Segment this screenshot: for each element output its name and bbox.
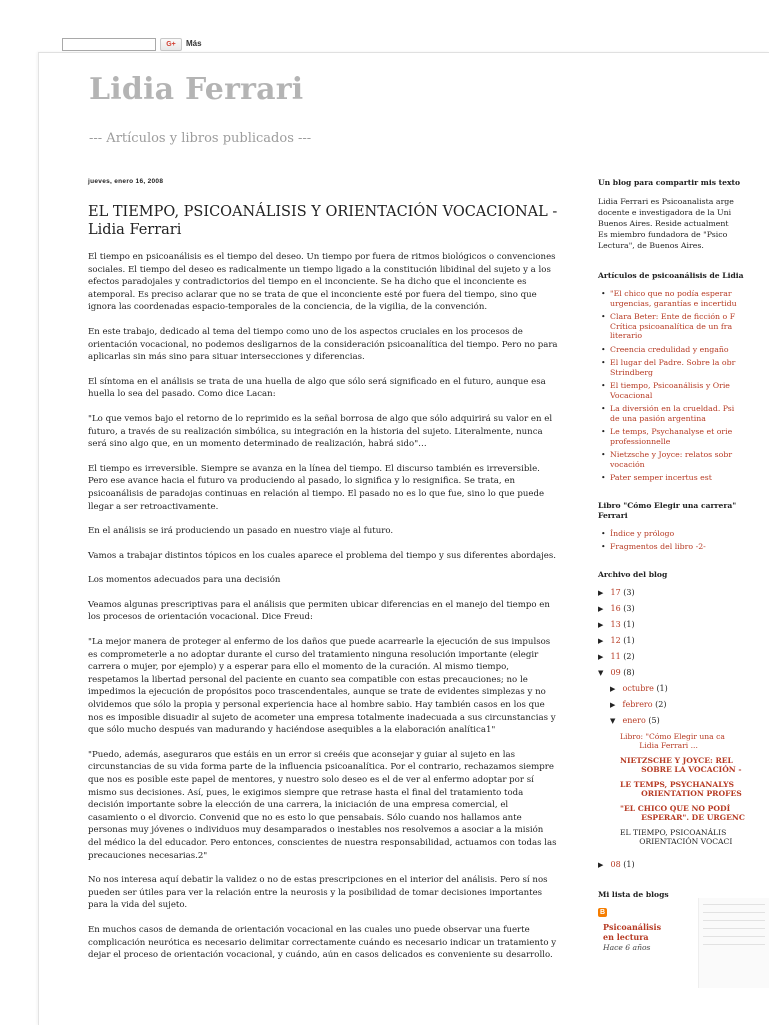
navbar-more-link[interactable]: Más — [186, 39, 202, 48]
triangle-right-icon[interactable]: ▶ — [598, 588, 604, 597]
archive-widget-title: Archivo del blog — [598, 569, 668, 579]
article-link[interactable]: • El tiempo, Psicoanálisis y Orie Vocacional — [598, 381, 768, 400]
triangle-right-icon[interactable]: ▶ — [598, 860, 604, 869]
bloglist-widget-title: Mi lista de blogs — [598, 889, 669, 899]
archive-post-current: EL TIEMPO, PSICOANÁLIS ORIENTACIÓN VOCACI — [620, 827, 733, 846]
archive-count: (1) — [623, 859, 635, 869]
archive-year-link[interactable]: 13 — [610, 619, 621, 629]
post-paragraph: No nos interesa aquí debatir la validez o no de estas prescripciones en el interior del análisis. Pero sí nos pueden ser útiles para ver la relación entre la neurosis y la posibilidad de tomar decisiones importantes para la vida del sujeto. — [88, 875, 548, 911]
archive-month-link[interactable]: enero — [622, 715, 646, 725]
post-date: jueves, enero 16, 2008 — [88, 178, 164, 185]
triangle-right-icon[interactable]: ▶ — [598, 652, 604, 661]
bloglist-blog-time: Hace 6 años — [603, 942, 651, 952]
article-link[interactable]: • Le temps, Psychanalyse et orie professionnelle — [598, 427, 768, 446]
article-link[interactable]: • Pater semper incertus est — [598, 473, 768, 483]
archive-year-link[interactable]: 09 — [610, 667, 621, 677]
archive-year-link[interactable]: 16 — [610, 603, 621, 613]
blogger-icon: B — [599, 908, 606, 916]
archive-month[interactable] — [598, 684, 768, 700]
gplus-icon[interactable]: G+ — [160, 38, 182, 51]
sidebar — [598, 178, 768, 952]
archive-year[interactable] — [598, 636, 768, 652]
navbar-search-input[interactable] — [62, 38, 156, 51]
book-link[interactable]: • Índice y prólogo — [598, 529, 768, 539]
archive-year[interactable] — [598, 588, 768, 604]
archive-year-link[interactable]: 17 — [610, 587, 621, 597]
post-paragraph: El síntoma en el análisis se trata de una huella de algo que sólo será significado en el futuro, aunque esa huella lo sea del pasado. Como dice Lacan: — [88, 376, 546, 400]
book-link[interactable]: • Fragmentos del libro -2- — [598, 542, 768, 552]
triangle-right-icon[interactable]: ▶ — [598, 620, 604, 629]
post-paragraph: "Lo que vemos bajo el retorno de lo reprimido es la señal borrosa de algo que sólo adquirirá su valor en el futuro, a través de su realización simbólica, su integración en la historia del sujeto. Literalmente, nunca será sino algo que, en un momento determinado de realización, habrá sido"… — [88, 413, 553, 450]
archive-post-link[interactable]: NIETZSCHE Y JOYCE: REL SOBRE LA VOCACIÓN - — [620, 755, 742, 774]
post-paragraph: "Puedo, además, aseguraros que estáis en un error si creéis que aconsejar y guiar al sujeto en las circunstancias de su vida forma parte de la influencia psicoanalítica. Por el contrario, rechazamos siempre que nos es posible este papel de mentores, y nuestro solo deseo es el de ver al enfermo adoptar por sí mismo sus decisiones. Así, pues, le exigimos siempre que retrase hasta el final del tratamiento toda decisión importante sobre la elección de una carrera, la iniciación de una empresa comercial, el casamiento o el divorcio. Convenid que no es esto lo que pensabais. Sólo cuando nos hallamos ante personas muy jóvenes o individuos muy desamparados o inestables nos resolvemos a asociar a la misión del médico la del educador. Pero entonces, conscientes de nuestra responsabilidad, actuamos con todas las precauciones necesarias.2" — [88, 749, 557, 861]
archive-count: (3) — [623, 603, 635, 613]
archive-year-open[interactable] — [598, 668, 768, 684]
article-link[interactable]: • Creencia credulidad y engaño — [598, 345, 768, 355]
article-link[interactable]: • El lugar del Padre. Sobre la obr Strindberg — [598, 358, 768, 377]
article-link[interactable]: • "El chico que no podía esperar urgencias, garantías e incertidu — [598, 289, 768, 308]
archive-count: (2) — [623, 651, 635, 661]
archive-post-list — [598, 732, 768, 846]
post-paragraph: "La mejor manera de proteger al enfermo de los daños que puede acarrearle la ejecución de sus impulsos es comprometerle a no adoptar durante el curso del tratamiento ninguna resolución importante (elegir carrera o mujer, por ejemplo) y a esperar para ello el momento de la curación. Al mismo tiempo, respetamos la libertad personal del paciente en cuanto sea compatible con estas precauciones; no le impedimos la ejecución de propósitos poco trascendentales, aunque se trate de evidentes simplezas y no olvidemos que sólo la propia y personal experiencia hace al hombre sabio. Hay también casos en los que nos es imposible disuadir al sujeto de acometer una empresa totalmente inadecuada a sus circunstancias y que sólo mucho después van madurando y haciéndose asequibles a la elaboración analítica1" — [88, 637, 556, 736]
post-paragraph: En muchos casos de demanda de orientación vocacional en las cuales uno puede observar una fuerte complicación neurótica es necesario delimitar correctamente cuándo es necesario indicar un tratamiento y dejar el proceso de orientación vocacional, y cuándo, aún en casos delicados es conveniente su desarrollo. — [88, 924, 557, 961]
archive-post-link[interactable]: Libro: "Cómo Elegir una ca Lidia Ferrari ... — [620, 731, 725, 750]
post-paragraph: Los momentos adecuados para una decisión — [88, 575, 281, 586]
bloglist-blog-link[interactable]: Psicoanálisis en lectura — [603, 921, 662, 942]
articles-list — [598, 289, 768, 483]
about-widget-title: Un blog para compartir mis texto — [598, 178, 741, 187]
triangle-down-icon[interactable]: ▼ — [610, 716, 616, 725]
post-paragraph: El tiempo en psicoanálisis es el tiempo del deseo. Un tiempo por fuera de ritmos biológicos o convenciones sociales. El tiempo del deseo es radicalmente un tiempo ligado a la constitución libidinal del sujeto y a los efectos paradojales y contradictorios del tiempo en el inconciente. Se ha dicho que el inconciente es atemporal. Es preciso aclarar que no se trata de que el inconciente esté por fuera del tiempo, sino que ignora las coordenadas espacio-temporales de la conciencia, de la vigilia, de la convención. — [88, 252, 556, 313]
archive-year[interactable] — [598, 652, 768, 668]
archive-count: (5) — [648, 715, 660, 725]
post-paragraph: El tiempo es irreversible. Siempre se avanza en la línea del tiempo. El discurso también es irreversible. Pero ese avance hacia el futuro va produciendo al pasado, lo significa y lo resignifica. Se trata, en psicoanálisis de paradojas continuas en relación al tiempo. El pasado no es lo que fue, sino lo que puede llegar a ser retroactivamente. — [88, 463, 545, 512]
archive-year[interactable] — [598, 860, 768, 876]
archive-year[interactable] — [598, 604, 768, 620]
archive-year-link[interactable]: 12 — [610, 635, 621, 645]
main-column — [88, 178, 558, 974]
blogger-navbar — [0, 0, 768, 52]
blog-header — [89, 71, 312, 146]
triangle-right-icon[interactable]: ▶ — [598, 604, 604, 613]
post-paragraph: En este trabajo, dedicado al tema del tiempo como uno de los aspectos cruciales en los procesos de orientación vocacional, no podemos desligarnos de la consideración psicoanalítica del tiempo. Pero no para aplicarlas sin más sino para situar intersecciones y diferencias. — [88, 326, 558, 363]
archive-count: (1) — [656, 683, 668, 693]
post-paragraph: Veamos algunas prescriptivas para el análisis que permiten ubicar diferencias en el manejo del tiempo en los procesos de orientación vocacional. Dice Freud: — [88, 599, 550, 623]
blog-description: --- Artículos y libros publicados --- — [89, 131, 312, 146]
archive-month-open[interactable] — [598, 716, 768, 732]
blog-title[interactable]: Lidia Ferrari — [89, 72, 304, 107]
post-paragraph: Vamos a trabajar distintos tópicos en los cuales aparece el problema del tiempo y sus diferentes abordajes. — [88, 550, 557, 561]
triangle-right-icon[interactable]: ▶ — [610, 700, 616, 709]
post-body — [88, 251, 558, 962]
archive-year[interactable] — [598, 620, 768, 636]
articles-widget-title: Artículos de psicoanálisis de Lidia — [598, 271, 744, 280]
triangle-down-icon[interactable]: ▼ — [598, 668, 604, 677]
article-link[interactable]: • Clara Beter: Ente de ficción o F Crítica psicoanalítica de un fra literario — [598, 312, 768, 341]
archive-count: (3) — [623, 587, 635, 597]
archive-post-link[interactable]: "EL CHICO QUE NO PODÍ ESPERAR". DE URGENC — [620, 803, 745, 822]
archive-count: (2) — [655, 699, 667, 709]
triangle-right-icon[interactable]: ▶ — [610, 684, 616, 693]
post-paragraph: En el análisis se irá produciendo un pasado en nuestro viaje al futuro. — [88, 526, 394, 537]
book-list — [598, 529, 768, 552]
archive-year-link[interactable]: 11 — [610, 651, 621, 661]
article-link[interactable]: • Nietzsche y Joyce: relatos sobr vocación — [598, 450, 768, 469]
article-link[interactable]: • La diversión en la crueldad. Psi de una pasión argentina — [598, 404, 768, 423]
about-widget-text: Lidia Ferrari es Psicoanalista arge docente e investigadora de la Uni Buenos Aires. Reside actualment Es miembro fundadora de "Psico Lectura", de Buenos Aires. — [598, 197, 734, 250]
archive-count: (1) — [623, 635, 635, 645]
archive-post-link[interactable]: LE TEMPS, PSYCHANALYS ORIENTATION PROFES — [620, 779, 742, 798]
archive-month-link[interactable]: febrero — [622, 699, 653, 709]
archive-count: (1) — [623, 619, 635, 629]
blog-archive — [598, 588, 768, 876]
archive-month-link[interactable]: octubre — [622, 683, 654, 693]
archive-month[interactable] — [598, 700, 768, 716]
post-title[interactable]: EL TIEMPO, PSICOANÁLISIS Y ORIENTACIÓN VOCACIONAL - Lidia Ferrari — [88, 204, 558, 238]
book-widget-title: Libro "Cómo Elegir una carrera" Ferrari — [598, 500, 737, 520]
bloglist-preview-thumbnail[interactable] — [698, 898, 769, 988]
archive-year-link[interactable]: 08 — [610, 859, 621, 869]
triangle-right-icon[interactable]: ▶ — [598, 636, 604, 645]
archive-count: (8) — [623, 667, 635, 677]
